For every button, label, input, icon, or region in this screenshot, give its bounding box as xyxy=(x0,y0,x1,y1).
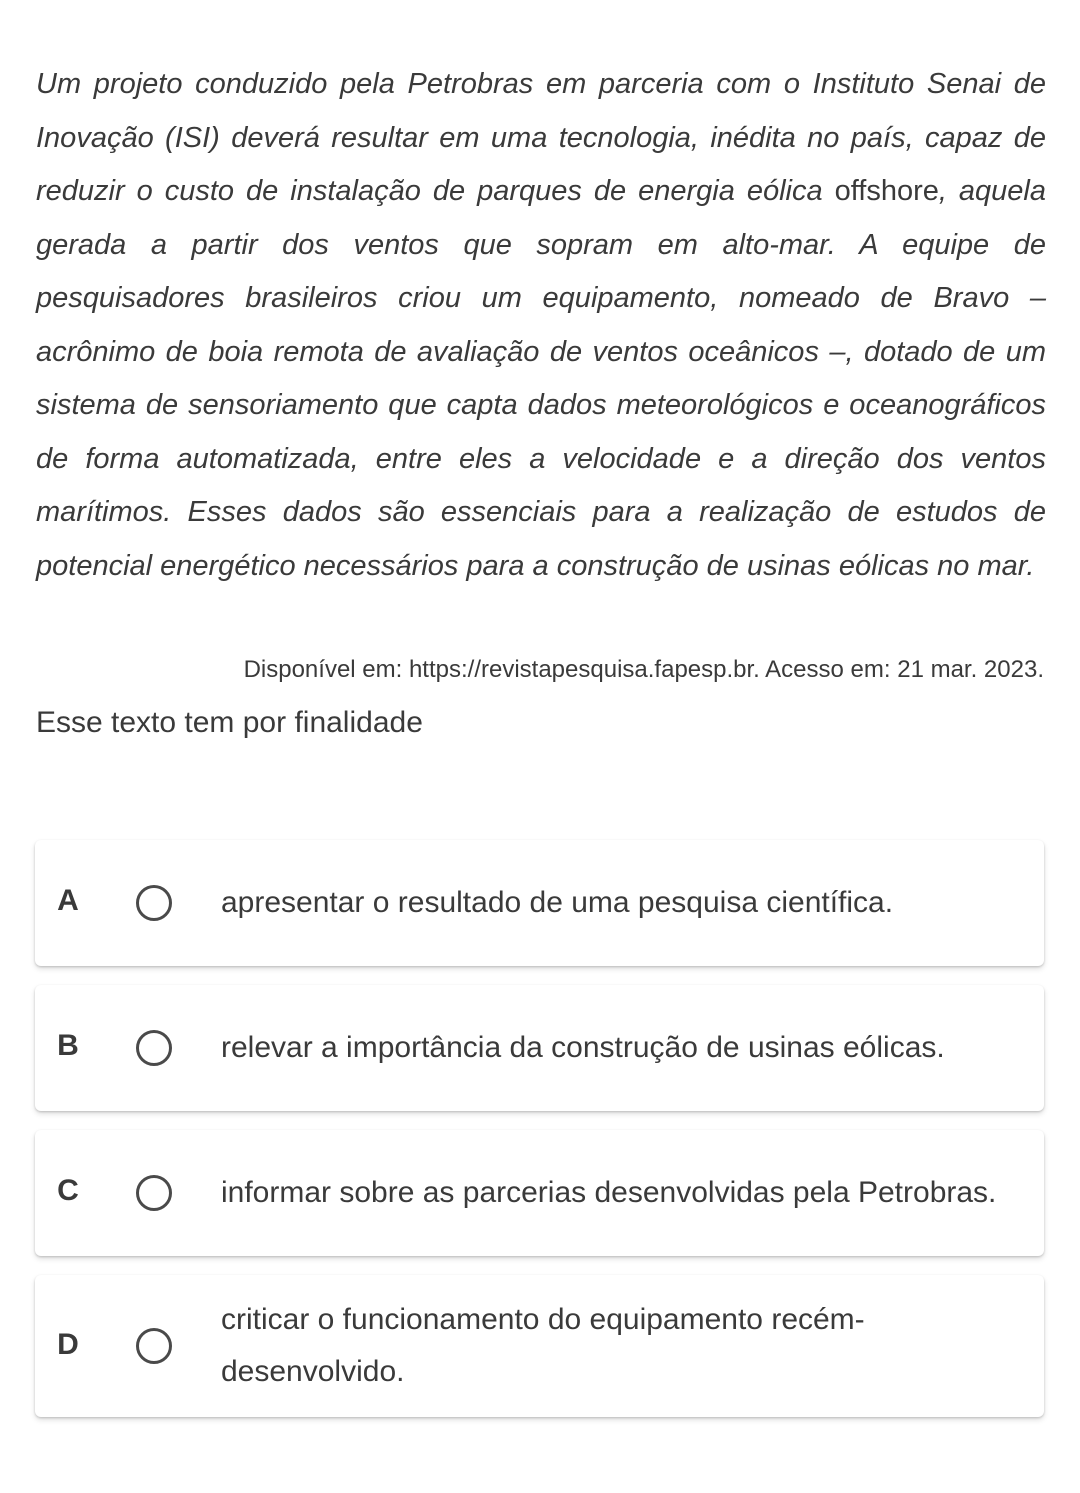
option-letter: C xyxy=(57,1174,79,1207)
radio-button-icon[interactable] xyxy=(136,1030,172,1066)
passage-part-1: Um projeto conduzido pela Petrobras em parceria com o Instituto Senai de Inovação (ISI) deverá resultar em uma tecnologia, inédita no país, capaz de reduzir o custo de instalação de parques de energia eólica xyxy=(36,68,1046,207)
radio-button-icon[interactable] xyxy=(136,1328,172,1364)
option-text: relevar a importância da construção de usinas eólicas. xyxy=(221,1031,945,1064)
radio-button-icon[interactable] xyxy=(136,885,172,921)
source-citation: Disponível em: https://revistapesquisa.fapesp.br. Acesso em: 21 mar. 2023. xyxy=(243,656,1044,683)
option-text: apresentar o resultado de uma pesquisa científica. xyxy=(221,886,894,919)
radio-button-icon[interactable] xyxy=(136,1175,172,1211)
option-c[interactable] xyxy=(35,1130,1044,1256)
option-b[interactable] xyxy=(35,985,1044,1111)
passage-offshore-term: offshore xyxy=(834,175,939,207)
option-text: criticar o funcionamento do equipamento recém-desenvolvido. xyxy=(221,1303,865,1388)
option-letter: B xyxy=(57,1029,79,1062)
passage-text xyxy=(36,58,1046,593)
option-text: informar sobre as parcerias desenvolvidas pela Petrobras. xyxy=(221,1176,997,1209)
option-d[interactable] xyxy=(35,1275,1044,1417)
option-a[interactable] xyxy=(35,840,1044,966)
question-prompt: Esse texto tem por finalidade xyxy=(36,706,423,739)
option-letter: D xyxy=(57,1328,79,1361)
answer-options xyxy=(35,840,1044,1436)
passage-part-2: , aquela gerada a partir dos ventos que sopram em alto-mar. A equipe de pesquisadores brasileiros criou um equipamento, nomeado de Bravo – acrônimo de boia remota de avaliação de ventos oceânicos –, dotado de um sistema de sensoriamento que capta dados meteorológicos e oceanográficos de forma automatizada, entre eles a velocidade e a direção dos ventos marítimos. Esses dados são essenciais para a realização de estudos de potencial energético necessários para a construção de usinas eólicas no mar. xyxy=(36,175,1046,582)
option-letter: A xyxy=(57,884,79,917)
